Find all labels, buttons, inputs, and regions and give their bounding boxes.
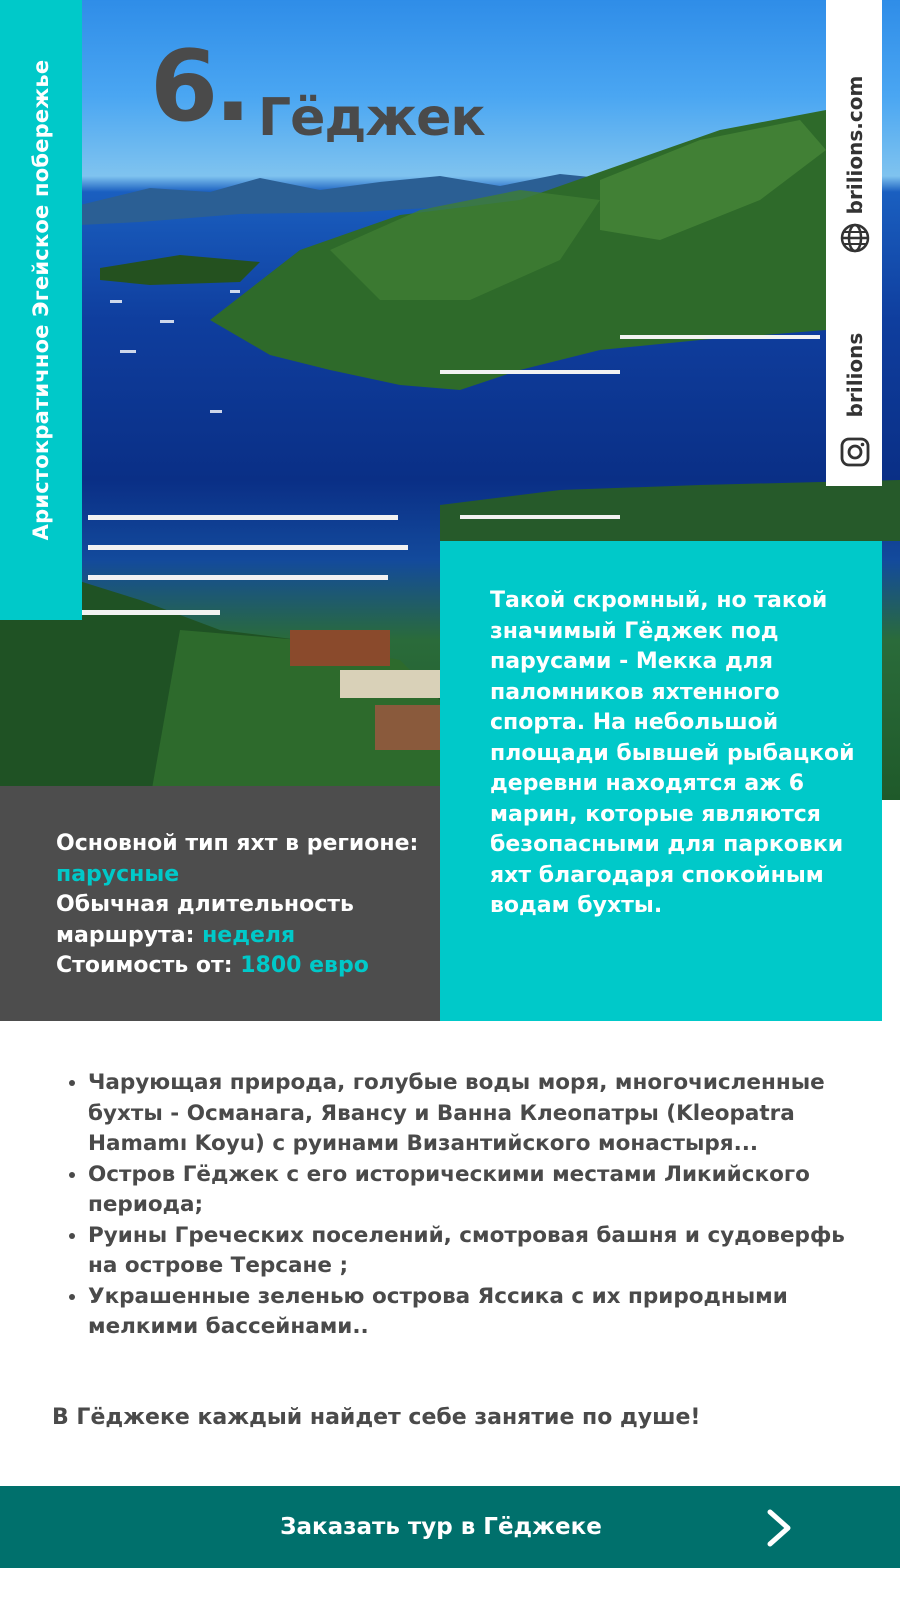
instagram-handle[interactable]: brilions	[843, 332, 867, 418]
instagram-icon	[839, 436, 871, 468]
yacht-type-label: Основной тип яхт в регионе:	[56, 831, 419, 856]
chevron-right-icon	[764, 1508, 794, 1548]
order-tour-button[interactable]	[0, 1486, 900, 1568]
order-tour-label: Заказать тур в Гёджеке	[280, 1514, 602, 1540]
globe-icon	[839, 222, 871, 254]
price-label: Стоимость от:	[56, 953, 233, 978]
features-list	[66, 1068, 868, 1343]
side-caption: Аристократичное Эгейское побережье	[29, 59, 53, 541]
list-item: • Остров Гёджек с его историческими местами Ликийского периода;	[88, 1160, 868, 1221]
page-title: Гёджек	[258, 88, 485, 148]
description-text: Такой скромный, но такой значимый Гёджек под парусами - Мекка для паломников яхтенного спорта. На небольшой площади бывшей рыбацкой деревни находятся аж 6 марин, которые являются безопасными для парковки яхт благодаря спокойным водам бухты.	[490, 588, 855, 918]
list-item: • Руины Греческих поселений, смотровая башня и судоверфь на острове Терсане ;	[88, 1221, 868, 1282]
price-value: 1800 евро	[240, 953, 369, 978]
description-panel	[440, 541, 882, 1021]
list-item: • Украшенные зеленью острова Яссика с их природными мелкими бассейнами..	[88, 1282, 868, 1343]
list-item: • Чарующая природа, голубые воды моря, многочисленные бухты - Османага, Явансу и Ванна Клеопатры (Kleopatra Hamamı Koyu) с руинами Византийского монастыря...	[88, 1068, 868, 1160]
yacht-type-value: парусные	[56, 861, 180, 887]
brand-site-link[interactable]: brilions.com	[843, 75, 867, 215]
info-text	[56, 829, 426, 982]
duration-value: неделя	[202, 922, 296, 948]
duration-label: Обычная длительность маршрута:	[56, 892, 354, 948]
title-number: 6.	[150, 30, 248, 144]
closing-line: В Гёджеке каждый найдет себе занятие по душе!	[52, 1405, 701, 1430]
info-panel	[0, 786, 440, 1021]
